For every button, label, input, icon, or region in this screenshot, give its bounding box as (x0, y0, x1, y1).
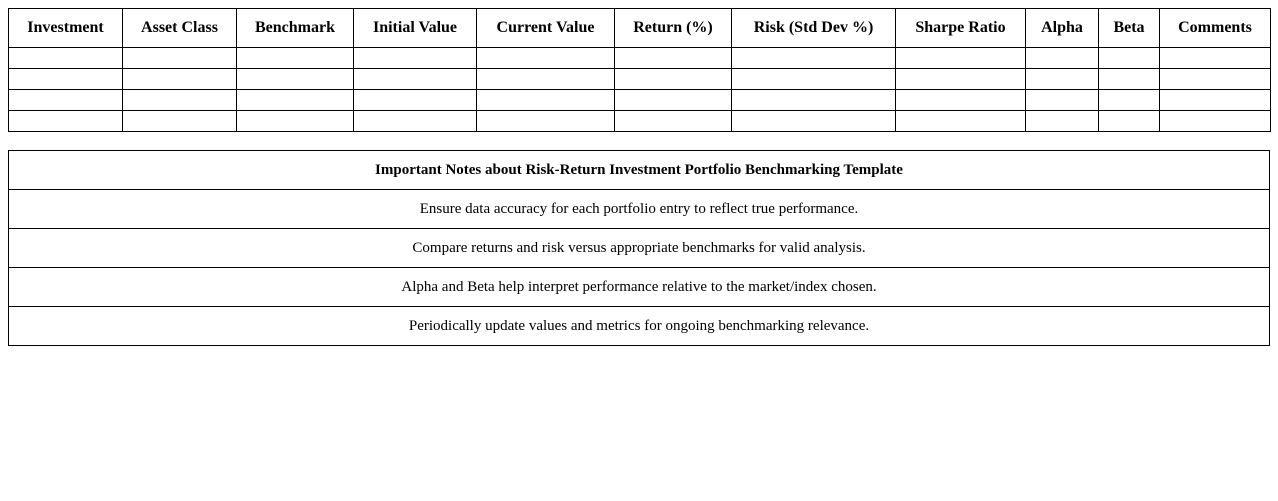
table-cell[interactable] (477, 69, 615, 90)
table-cell[interactable] (732, 111, 896, 132)
table-cell[interactable] (615, 90, 732, 111)
table-cell[interactable] (896, 90, 1026, 111)
header-sharpe-ratio: Sharpe Ratio (896, 9, 1026, 48)
table-cell[interactable] (123, 111, 237, 132)
table-cell[interactable] (237, 69, 354, 90)
note-row (9, 307, 1270, 346)
table-cell[interactable] (1099, 111, 1160, 132)
header-alpha: Alpha (1026, 9, 1099, 48)
table-cell[interactable] (1026, 90, 1099, 111)
table-cell[interactable] (123, 69, 237, 90)
note-row (9, 190, 1270, 229)
table-cell[interactable] (477, 111, 615, 132)
table-cell[interactable] (896, 48, 1026, 69)
table-cell[interactable] (9, 69, 123, 90)
header-beta: Beta (1099, 9, 1160, 48)
table-cell[interactable] (1026, 69, 1099, 90)
table-cell[interactable] (9, 111, 123, 132)
table-cell[interactable] (1160, 69, 1271, 90)
table-cell[interactable] (896, 111, 1026, 132)
table-cell[interactable] (732, 69, 896, 90)
table-cell[interactable] (9, 48, 123, 69)
note-row (9, 268, 1270, 307)
table-cell[interactable] (123, 48, 237, 69)
note-item: Alpha and Beta help interpret performance relative to the market/index chosen. (9, 268, 1270, 307)
table-cell[interactable] (1099, 69, 1160, 90)
header-current-value: Current Value (477, 9, 615, 48)
table-cell[interactable] (237, 48, 354, 69)
table-cell[interactable] (615, 48, 732, 69)
table-cell[interactable] (354, 90, 477, 111)
header-asset-class: Asset Class (123, 9, 237, 48)
table-cell[interactable] (1026, 48, 1099, 69)
table-body (9, 48, 1271, 132)
table-cell[interactable] (477, 48, 615, 69)
table-cell[interactable] (9, 90, 123, 111)
note-item: Compare returns and risk versus appropriate benchmarks for valid analysis. (9, 229, 1270, 268)
table-cell[interactable] (237, 111, 354, 132)
table-cell[interactable] (1160, 111, 1271, 132)
notes-title-row (9, 151, 1270, 190)
header-comments: Comments (1160, 9, 1271, 48)
notes-table (8, 150, 1270, 346)
table-cell[interactable] (615, 69, 732, 90)
table-cell[interactable] (1099, 48, 1160, 69)
table-cell[interactable] (1160, 90, 1271, 111)
table-cell[interactable] (1099, 90, 1160, 111)
table-header-row (9, 9, 1271, 48)
table-row (9, 111, 1271, 132)
header-investment: Investment (9, 9, 123, 48)
note-item: Ensure data accuracy for each portfolio entry to reflect true performance. (9, 190, 1270, 229)
table-cell[interactable] (237, 90, 354, 111)
table-row (9, 48, 1271, 69)
table-cell[interactable] (732, 48, 896, 69)
table-cell[interactable] (354, 69, 477, 90)
notes-title: Important Notes about Risk-Return Investment Portfolio Benchmarking Template (9, 151, 1270, 190)
table-row (9, 69, 1271, 90)
table-cell[interactable] (1160, 48, 1271, 69)
table-cell[interactable] (615, 111, 732, 132)
table-cell[interactable] (123, 90, 237, 111)
header-initial-value: Initial Value (354, 9, 477, 48)
table-cell[interactable] (732, 90, 896, 111)
document-body (8, 8, 1270, 346)
note-row (9, 229, 1270, 268)
table-cell[interactable] (1026, 111, 1099, 132)
portfolio-table (8, 8, 1271, 132)
table-cell[interactable] (354, 111, 477, 132)
table-cell[interactable] (477, 90, 615, 111)
header-risk: Risk (Std Dev %) (732, 9, 896, 48)
header-benchmark: Benchmark (237, 9, 354, 48)
note-item: Periodically update values and metrics for ongoing benchmarking relevance. (9, 307, 1270, 346)
table-row (9, 90, 1271, 111)
header-return: Return (%) (615, 9, 732, 48)
table-cell[interactable] (896, 69, 1026, 90)
table-cell[interactable] (354, 48, 477, 69)
